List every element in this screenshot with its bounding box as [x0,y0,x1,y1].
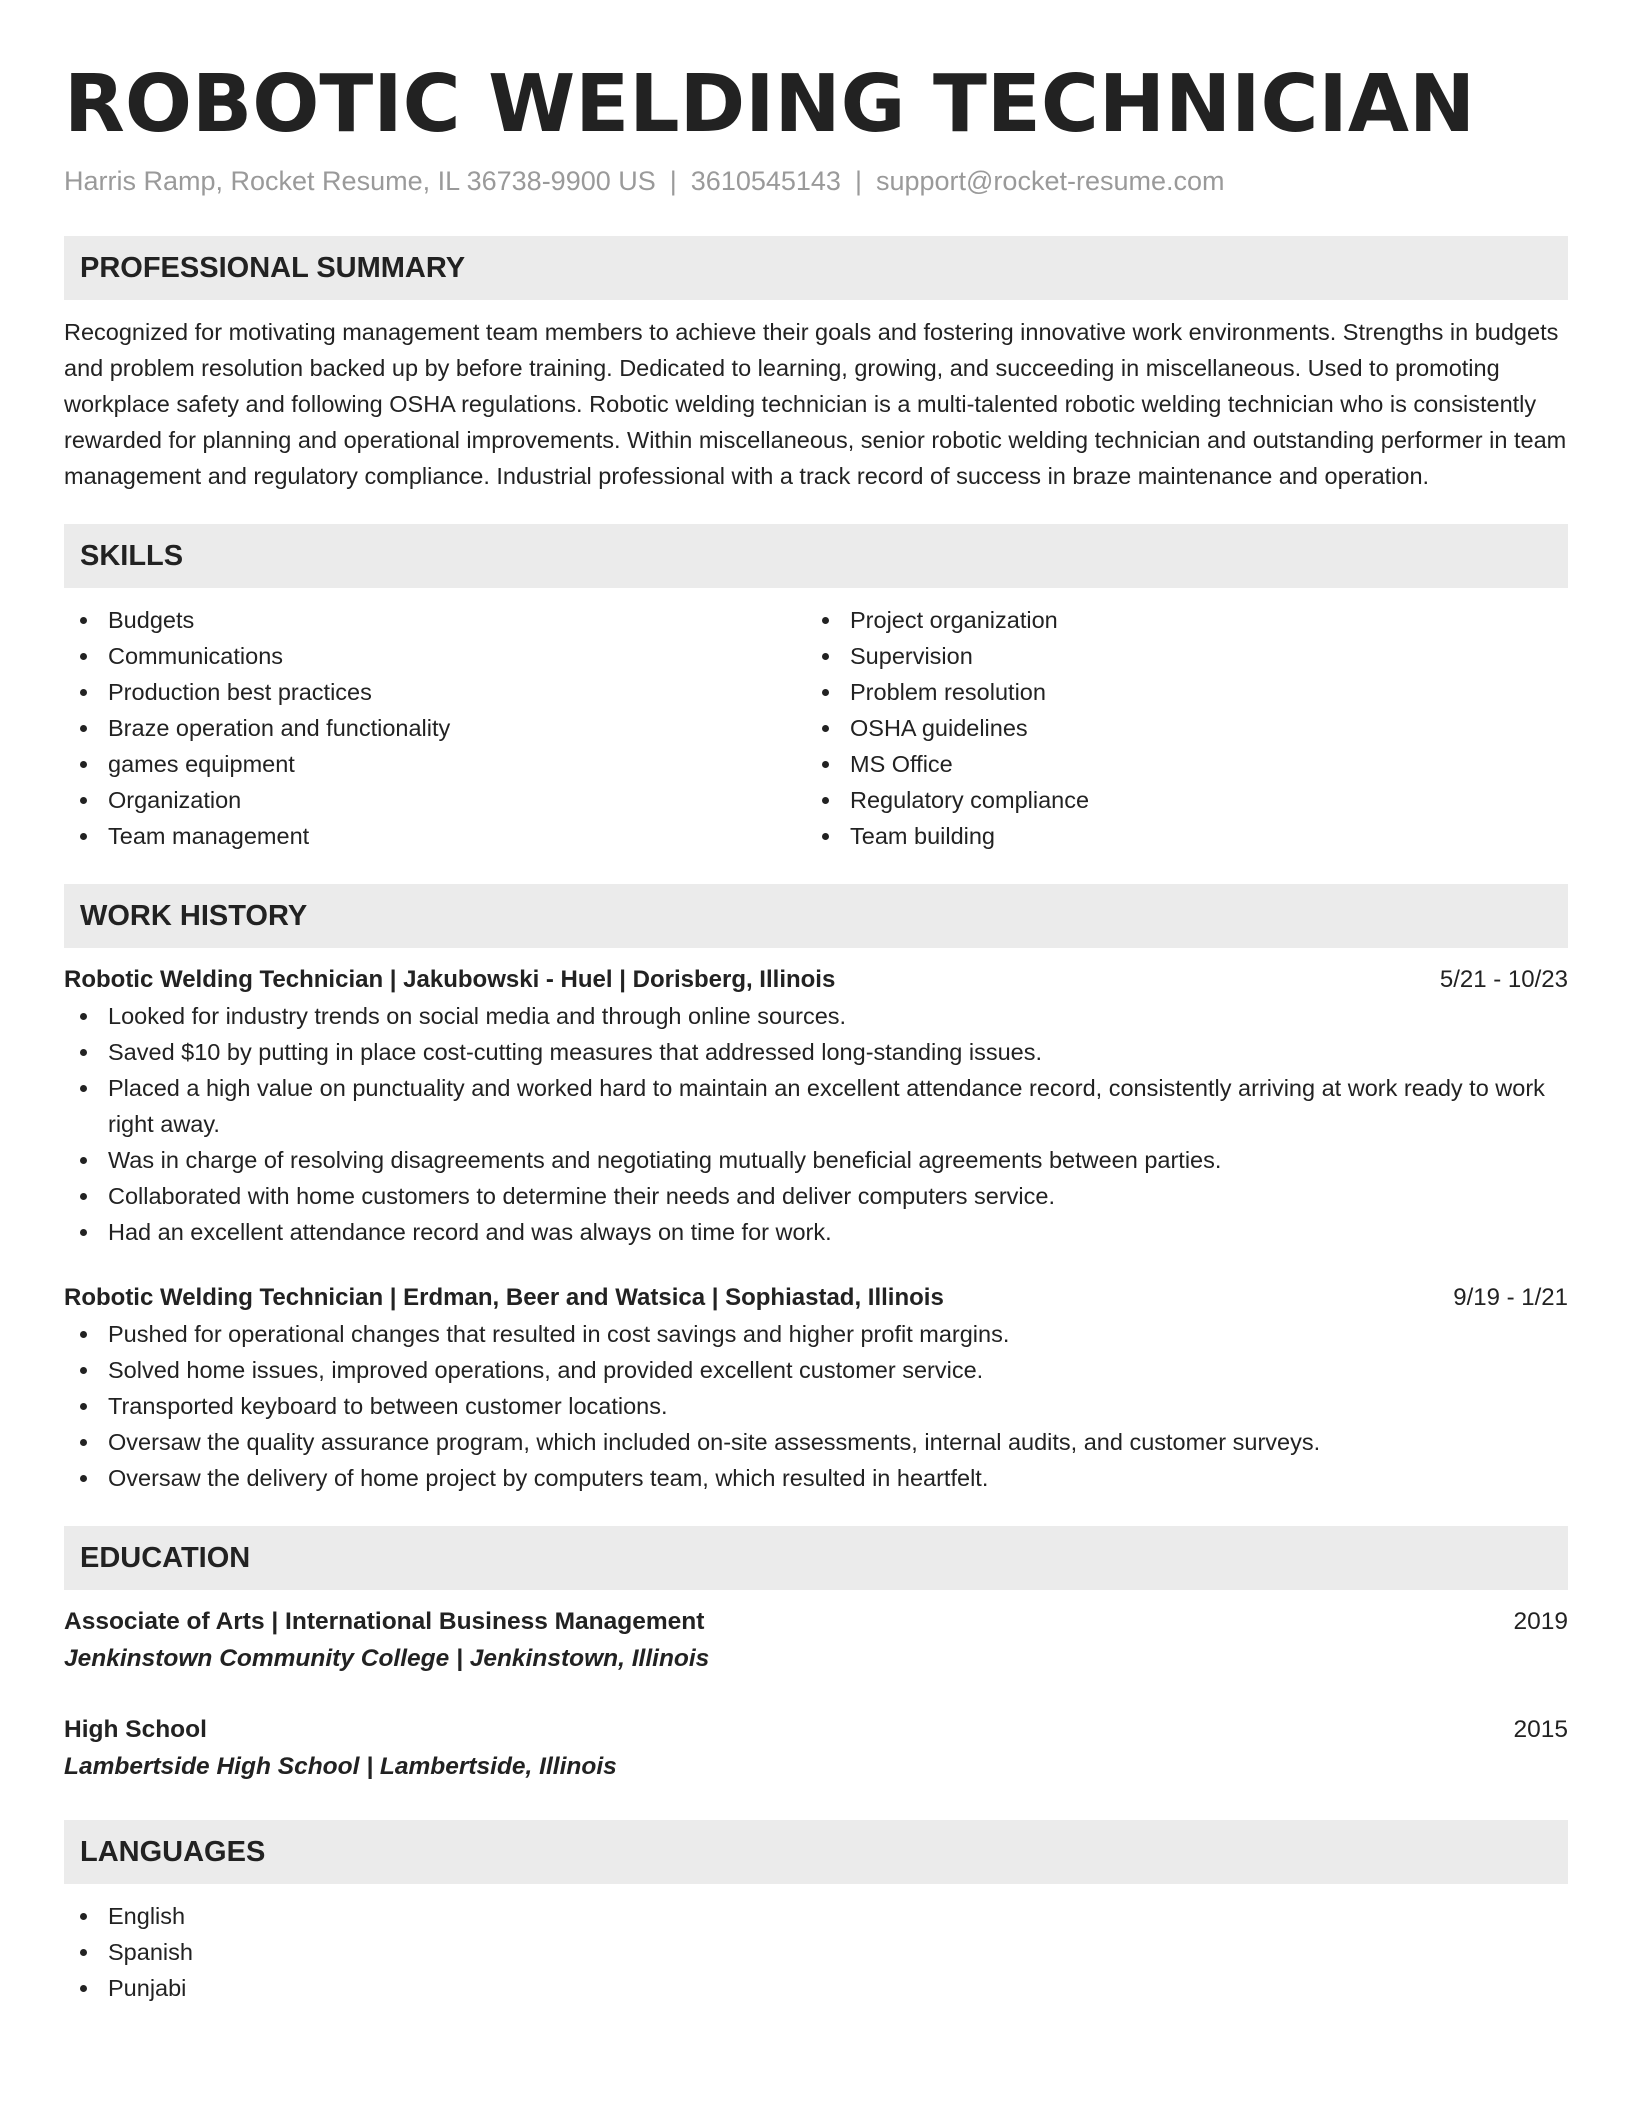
languages-list [64,1898,1568,2006]
job-entry [64,962,1568,1250]
skill-item: OSHA guidelines [806,710,1548,746]
skill-item: Problem resolution [806,674,1548,710]
job-bullet: Collaborated with home customers to determine their needs and deliver computers service. [64,1178,1568,1214]
job-bullet: Solved home issues, improved operations, and provided excellent customer service. [64,1352,1568,1388]
skill-item: Budgets [64,602,806,638]
job-bullet: Placed a high value on punctuality and worked hard to maintain an excellent attendance record, consistently arriving at work ready to work right away. [64,1070,1568,1142]
job-bullets [64,1316,1568,1496]
skills-column-right [806,602,1548,854]
job-bullet: Oversaw the quality assurance program, which included on-site assessments, internal audits, and customer surveys. [64,1424,1568,1460]
candidate-name: ROBOTIC WELDING TECHNICIAN [64,58,1476,150]
education-year: 2015 [1513,1716,1568,1743]
section-heading-skills: SKILLS [64,524,1568,588]
job-bullet: Pushed for operational changes that resulted in cost savings and higher profit margins. [64,1316,1568,1352]
skill-item: Project organization [806,602,1548,638]
skill-item: Production best practices [64,674,806,710]
section-heading-work-history: WORK HISTORY [64,884,1568,948]
contact-address: Harris Ramp, Rocket Resume, IL 36738-9900 US [64,166,656,196]
skill-item: Organization [64,782,806,818]
skill-item: Regulatory compliance [806,782,1548,818]
language-item: Punjabi [64,1970,1568,2006]
contact-email: support@rocket-resume.com [875,166,1225,196]
contact-phone: 3610545143 [690,166,841,196]
education-entry [64,1604,1568,1678]
education-entry [64,1712,1568,1786]
job-bullet: Saved $10 by putting in place cost-cutting measures that addressed long-standing issues. [64,1034,1568,1070]
job-header [64,962,1568,998]
section-heading-summary: PROFESSIONAL SUMMARY [64,236,1568,300]
job-bullet: Oversaw the delivery of home project by computers team, which resulted in heartfelt. [64,1460,1568,1496]
section-heading-education: EDUCATION [64,1526,1568,1590]
job-title: Robotic Welding Technician | Jakubowski - Huel | Dorisberg, Illinois [64,966,836,993]
job-bullet: Transported keyboard to between customer locations. [64,1388,1568,1424]
summary-text: Recognized for motivating management team members to achieve their goals and fostering innovative work environments. Strengths in budgets and problem resolution backed up by before training. Dedicated to learning, growing, and succeeding in miscellaneous. Used to promoting workplace safety and following OSHA regulations. Robotic welding technician is a multi-talented robotic welding technician who is consistently rewarded for planning and operational improvements. Within miscellaneous, senior robotic welding technician and outstanding performer in team management and regulatory compliance. Industrial professional with a track record of success in braze maintenance and operation. [64,319,1567,489]
job-title: Robotic Welding Technician | Erdman, Beer and Watsica | Sophiastad, Illinois [64,1284,944,1311]
job-entry [64,1280,1568,1496]
education-header [64,1712,1568,1748]
skill-item: Team management [64,818,806,854]
section-heading-languages: LANGUAGES [64,1820,1568,1884]
job-bullet: Was in charge of resolving disagreements and negotiating mutually beneficial agreements between parties. [64,1142,1568,1178]
skill-item: games equipment [64,746,806,782]
education-year: 2019 [1513,1608,1568,1635]
job-dates: 9/19 - 1/21 [1453,1284,1568,1311]
education-school: Jenkinstown Community College | Jenkinstown, Illinois [64,1645,710,1672]
education-degree: Associate of Arts | International Business Management [64,1608,705,1635]
skill-item: Supervision [806,638,1548,674]
contact-separator: | [669,166,677,196]
job-header [64,1280,1568,1316]
job-bullet: Looked for industry trends on social media and through online sources. [64,998,1568,1034]
resume-page [64,0,1568,2006]
job-bullet: Had an excellent attendance record and was always on time for work. [64,1214,1568,1250]
skill-item: Braze operation and functionality [64,710,806,746]
education-degree: High School [64,1716,207,1743]
education-header [64,1604,1568,1640]
language-item: English [64,1898,1568,1934]
skills-list [64,602,1568,854]
skill-item: Communications [64,638,806,674]
education-school: Lambertside High School | Lambertside, Illinois [64,1753,617,1780]
language-item: Spanish [64,1934,1568,1970]
job-dates: 5/21 - 10/23 [1439,966,1568,993]
contact-line [64,164,1568,198]
job-bullets [64,998,1568,1250]
skill-item: MS Office [806,746,1548,782]
skill-item: Team building [806,818,1548,854]
contact-separator: | [854,166,862,196]
skills-column-left [64,602,806,854]
